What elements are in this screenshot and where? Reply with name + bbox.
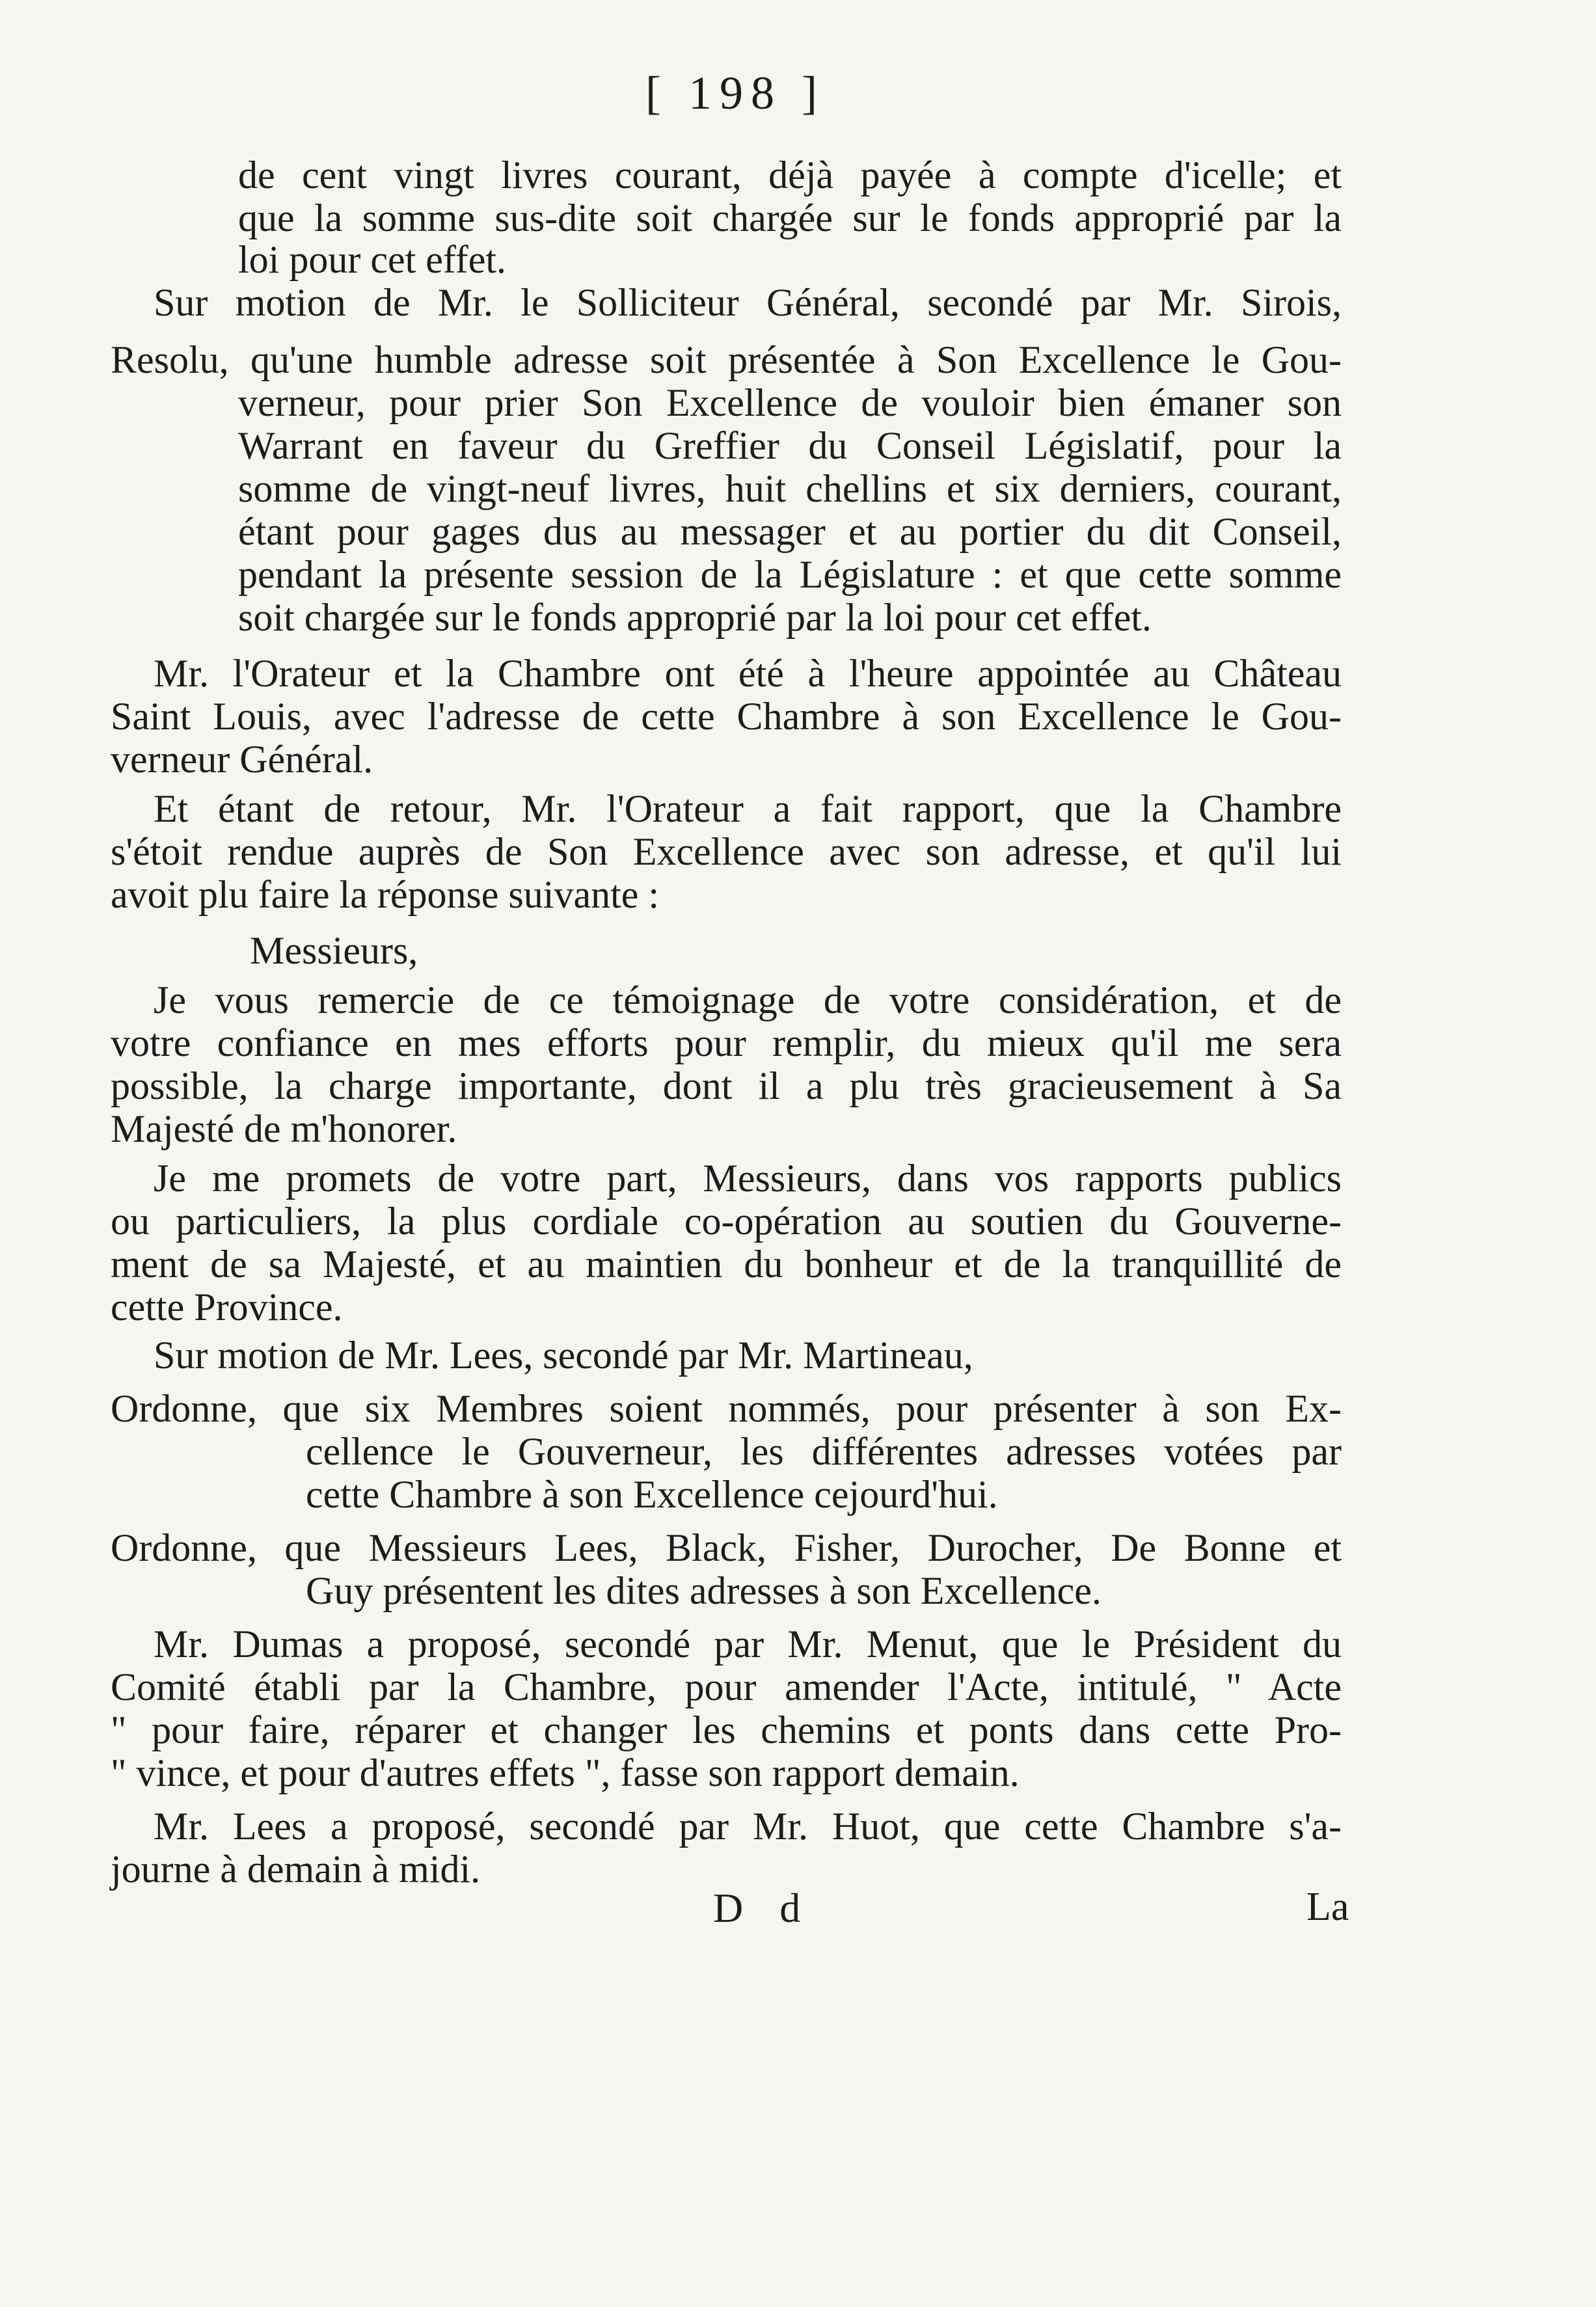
text-line: verneur, pour prier Son Excellence de vouloir bien émaner son — [238, 381, 1342, 424]
text-line: possible, la charge importante, dont il a plu très gracieusement à Sa — [111, 1064, 1342, 1107]
signature-mark: D d — [713, 1885, 814, 1931]
text-line: " pour faire, réparer et changer les chemins et ponts dans cette Pro- — [111, 1708, 1342, 1751]
text-line: Comité établi par la Chambre, pour amender l'Acte, intitulé, " Acte — [111, 1666, 1342, 1708]
text-line: Resolu, qu'une humble adresse soit présentée à Son Excellence le Gou- — [111, 338, 1342, 381]
text-line: avoit plu faire la réponse suivante : — [111, 873, 660, 916]
text-line: somme de vingt-neuf livres, huit chellins et six derniers, courant, — [238, 467, 1342, 510]
text-line: Messieurs, — [250, 929, 418, 972]
text-line: Saint Louis, avec l'adresse de cette Chambre à son Excellence le Gou- — [111, 695, 1342, 738]
text-line: verneur Général. — [111, 738, 373, 781]
page-number: [ 198 ] — [645, 67, 825, 119]
text-line: de cent vingt livres courant, déjà payée à compte d'icelle; et — [238, 154, 1342, 196]
text-line: " vince, et pour d'autres effets ", fasse son rapport demain. — [111, 1751, 1020, 1794]
text-line: cette Province. — [111, 1286, 343, 1329]
text-line: Mr. Lees a proposé, secondé par Mr. Huot, que cette Chambre s'a- — [154, 1805, 1342, 1848]
text-line: Ordonne, que six Membres soient nommés, pour présenter à son Ex- — [111, 1387, 1342, 1430]
text-line: ment de sa Majesté, et au maintien du bonheur et de la tranquillité de — [111, 1243, 1342, 1286]
text-line: votre confiance en mes efforts pour remplir, du mieux qu'il me sera — [111, 1021, 1342, 1064]
text-line: Warrant en faveur du Greffier du Conseil Législatif, pour la — [238, 424, 1342, 467]
text-line: loi pour cet effet. — [238, 238, 507, 281]
text-line: cellence le Gouverneur, les différentes adresses votées par — [306, 1430, 1342, 1473]
text-line: étant pour gages dus au messager et au portier du dit Conseil, — [238, 510, 1342, 553]
text-line: pendant la présente session de la Législature : et que cette somme — [238, 553, 1342, 596]
text-line: ou particuliers, la plus cordiale co-opération au soutien du Gouverne- — [111, 1200, 1342, 1243]
catchword: La — [1306, 1885, 1349, 1929]
text-line: que la somme sus-dite soit chargée sur le fonds approprié par la — [238, 196, 1342, 239]
text-line: s'étoit rendue auprès de Son Excellence avec son adresse, et qu'il lui — [111, 830, 1342, 873]
text-line: Et étant de retour, Mr. l'Orateur a fait rapport, que la Chambre — [154, 787, 1342, 830]
text-line: Mr. Dumas a proposé, secondé par Mr. Menut, que le Président du — [154, 1623, 1342, 1666]
text-line: Je vous remercie de ce témoignage de votre considération, et de — [154, 978, 1342, 1021]
text-line: Je me promets de votre part, Messieurs, dans vos rapports publics — [154, 1157, 1342, 1200]
text-line: Sur motion de Mr. le Solliciteur Général, secondé par Mr. Sirois, — [154, 281, 1342, 324]
text-line: journe à demain à midi. — [111, 1848, 481, 1891]
text-line: cette Chambre à son Excellence cejourd'hui. — [306, 1473, 998, 1516]
text-line: Ordonne, que Messieurs Lees, Black, Fisher, Durocher, De Bonne et — [111, 1526, 1342, 1569]
text-line: soit chargée sur le fonds approprié par la loi pour cet effet. — [238, 596, 1152, 639]
text-line: Majesté de m'honorer. — [111, 1107, 457, 1150]
text-line: Guy présentent les dites adresses à son Excellence. — [306, 1569, 1102, 1612]
text-line: Sur motion de Mr. Lees, secondé par Mr. Martineau, — [154, 1334, 973, 1377]
text-line: Mr. l'Orateur et la Chambre ont été à l'heure appointée au Château — [154, 652, 1342, 695]
